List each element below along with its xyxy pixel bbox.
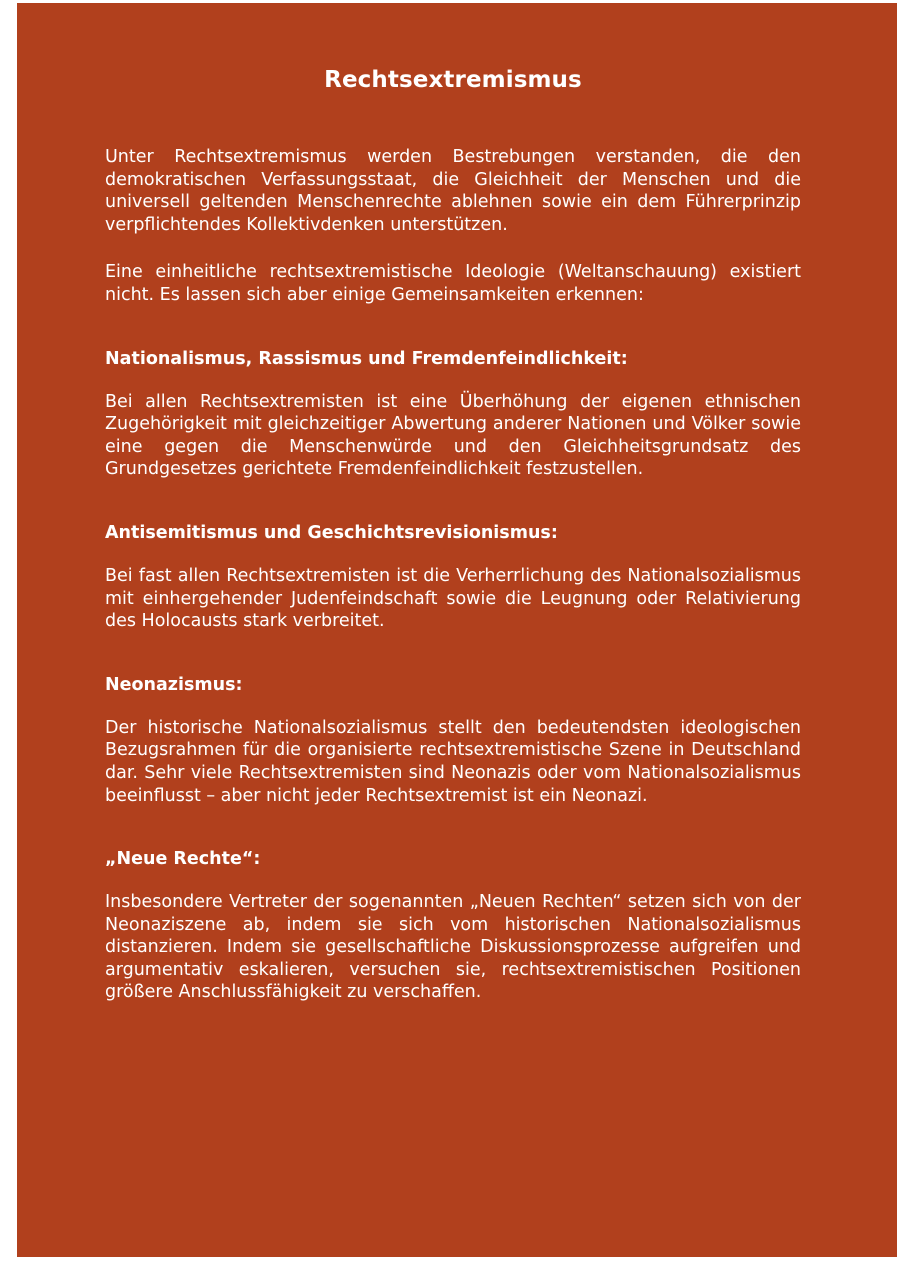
- spacer: [105, 871, 801, 891]
- spacer: [105, 807, 801, 847]
- intro-paragraph-2: Eine einheitliche rechtsextremistische Ideologie (Weltanschauung) existiert nicht. Es lassen sich aber einige Gemeinsamkeiten erkennen:: [105, 262, 801, 305]
- spacer: [105, 697, 801, 717]
- section-text-neonazismus: Der historische Nationalsozialismus stellt den bedeutendsten ideologischen Bezugsrahmen für die organisierte rechtsextremistische Szene in Deutschland dar. Sehr viele Rechtsextremisten sind Neonazis oder vom Nationalsozialismus beeinflusst – aber nicht jeder Rechtsextremist ist ein Neonazi.: [105, 717, 801, 806]
- section-text-antisemitismus: Bei fast allen Rechtsextremisten ist die Verherrlichung des Nationalsozialismus mit einhergehender Judenfeindschaft sowie die Leugnung oder Relativierung des Holocausts stark verbreitet.: [105, 565, 801, 632]
- section-heading-neonazismus: Neonazismus:: [105, 674, 243, 695]
- section-heading-antisemitismus: Antisemitismus und Geschichtsrevisionismus:: [105, 522, 558, 543]
- intro-paragraph-1: Unter Rechtsextremismus werden Bestrebungen verstanden, die den demokratischen Verfassungsstaat, die Gleichheit der Menschen und die universell geltenden Menschenrechte ablehnen sowie ein dem Führerprinzip verpflichtendes Kollektivdenken unterstützen.: [105, 147, 801, 235]
- section-heading-neue-rechte: „Neue Rechte“:: [105, 849, 261, 870]
- section-text-neue-rechte: Insbesondere Vertreter der sogenannten „Neuen Rechten“ setzen sich von der Neonaziszene ab, indem sie sich vom historischen Nationalsozialismus distanzieren. Indem sie gesellschaftliche Diskussionsprozesse aufgreifen und argumentativ eskalieren, versuchen sie, rechtsextremistischen Positionen größere Anschlussfähigkeit zu verschaffen.: [105, 892, 801, 1003]
- spacer: [105, 633, 801, 673]
- document-panel: [17, 3, 897, 1257]
- spacer: [105, 481, 801, 521]
- page-title: Rechtsextremismus: [324, 67, 582, 93]
- section-text-nationalismus: Bei allen Rechtsextremisten ist eine Überhöhung der eigenen ethnischen Zugehörigkeit mit gleichzeitiger Abwertung anderer Nationen und Völker sowie eine gegen die Menschenwürde und den Gleichheitsgrundsatz des Grundgesetzes gerichtete Fremdenfeindlichkeit festzustellen.: [105, 391, 801, 480]
- spacer: [105, 371, 801, 391]
- section-heading-nationalismus: Nationalismus, Rassismus und Fremdenfeindlichkeit:: [105, 348, 628, 369]
- spacer: [105, 236, 801, 261]
- spacer: [105, 307, 801, 347]
- spacer: [105, 545, 801, 565]
